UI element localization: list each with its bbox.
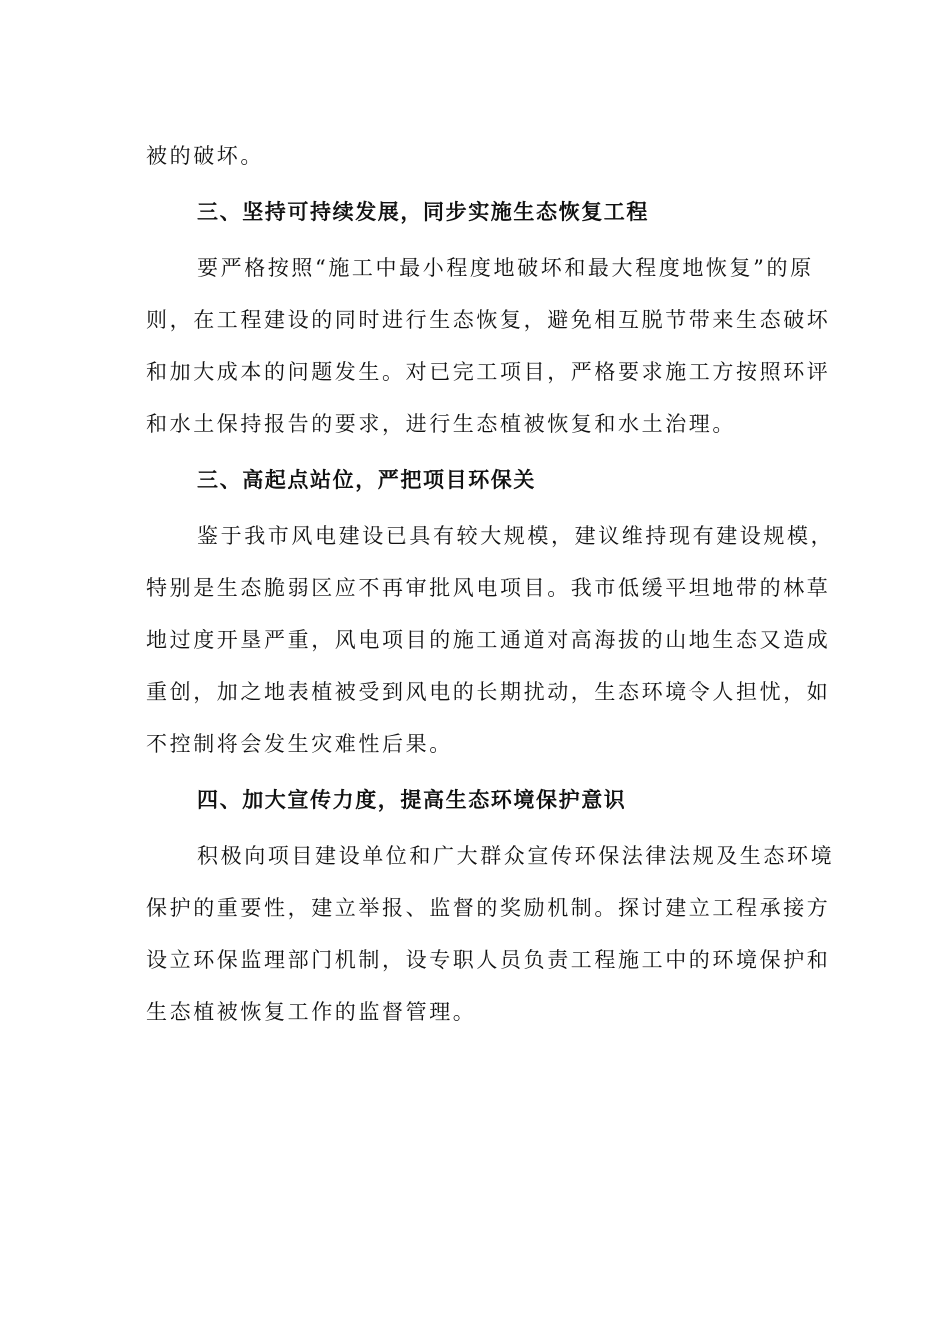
text-line: 则，在工程建设的同时进行生态恢复，避免相互脱节带来生态破坏: [146, 308, 831, 332]
paragraph-publicity-supervision: [146, 830, 835, 1038]
paragraph-wind-power-scale: [146, 510, 835, 770]
text-line: 鉴于我市风电建设已具有较大规模，建议维持现有建设规模，: [197, 524, 835, 548]
text-line: 生态植被恢复工作的监督管理。: [146, 1000, 477, 1024]
text-line: 重创，加之地表植被受到风电的长期扰动，生态环境令人担忧，如: [146, 680, 831, 704]
text-line: 设立环保监理部门机制，设专职人员负责工程施工中的环境保护和: [146, 948, 831, 972]
text-line: 积极向项目建设单位和广大群众宣传环保法律法规及生态环境: [197, 844, 835, 868]
document-body: [146, 130, 835, 1038]
text-line: 和加大成本的问题发生。对已完工项目，严格要求施工方按照环评: [146, 360, 831, 384]
text-line: 特别是生态脆弱区应不再审批风电项目。我市低缓平坦地带的林草: [146, 576, 831, 600]
text-line: 被的破坏。: [146, 144, 264, 168]
text-line: 保护的重要性，建立举报、监督的奖励机制。探讨建立工程承接方: [146, 896, 831, 920]
paragraph-continuation: [146, 130, 810, 182]
section-heading-sustainable-development: 三、坚持可持续发展，同步实施生态恢复工程: [197, 200, 649, 224]
paragraph-ecological-restoration: [146, 242, 831, 450]
text-line: 和水土保持报告的要求，进行生态植被恢复和水土治理。: [146, 412, 736, 436]
section-heading-publicity: 四、加大宣传力度，提高生态环境保护意识: [197, 788, 627, 812]
text-line: 地过度开垦严重，风电项目的施工通道对高海拔的山地生态又造成: [146, 628, 831, 652]
text-line: 要严格按照“施工中最小程度地破坏和最大程度地恢复”的原: [197, 256, 814, 280]
text-line: 不控制将会发生灾难性后果。: [146, 732, 453, 756]
section-heading-environmental-review: 三、高起点站位，严把项目环保关: [197, 468, 536, 492]
